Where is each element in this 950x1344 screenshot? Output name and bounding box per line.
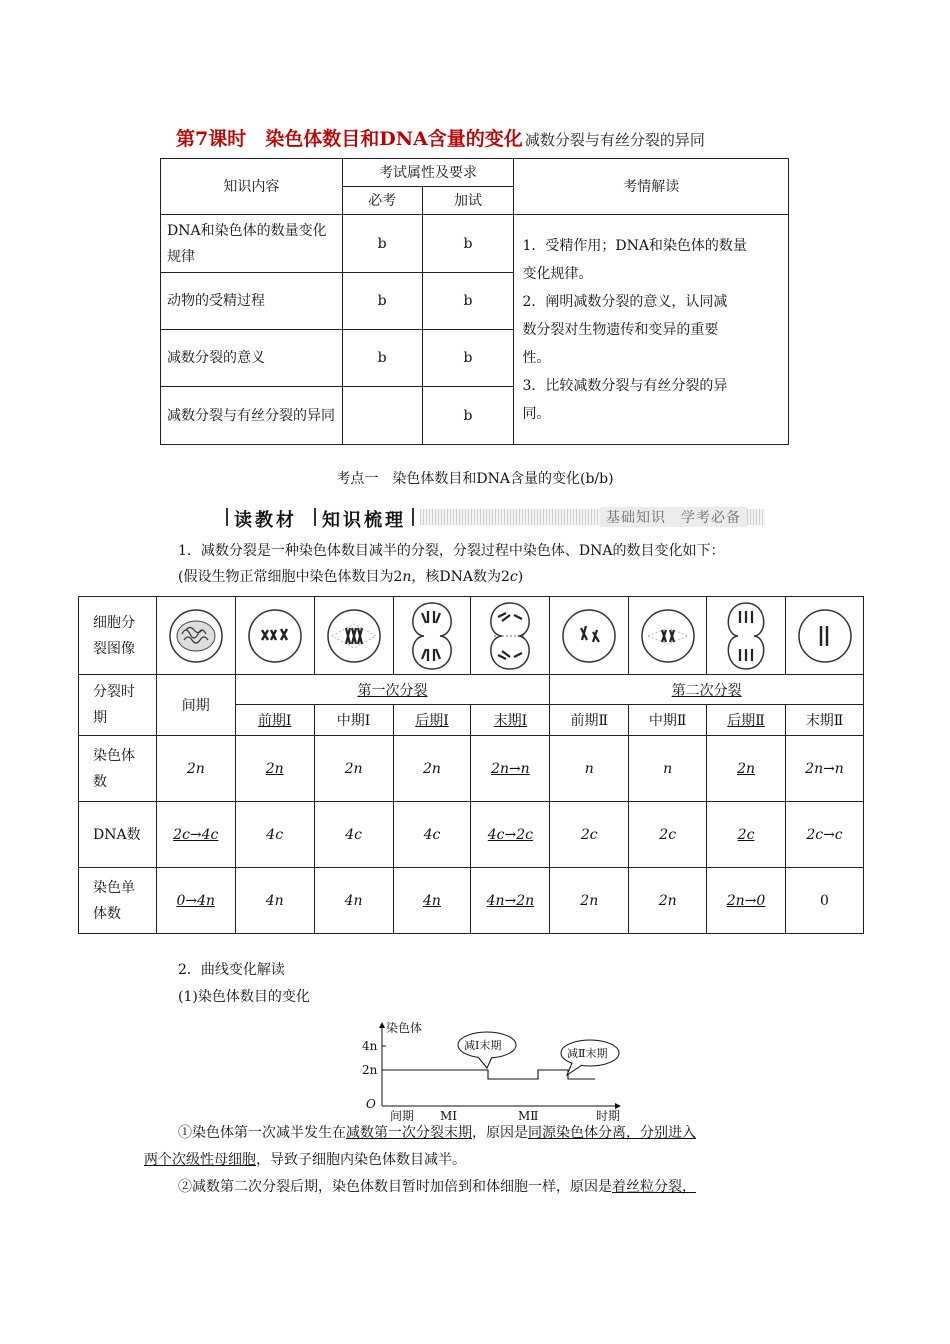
y-axis-arrow-icon [379, 1022, 385, 1028]
chrom-value: 2n→n [786, 736, 864, 802]
title-main: 第7课时 染色体数目和DNA含量的变化 [176, 128, 523, 150]
intro-var-c: c [509, 569, 518, 585]
phase-interphase: 间期 [156, 675, 235, 736]
chromatid-value: 4n [235, 868, 314, 934]
interpret-line: 数分裂对生物遗传和变异的重要 [522, 321, 719, 338]
chrom-value: 2n [156, 736, 235, 802]
chrom-value: 2n→n [471, 736, 550, 802]
interpret-line: 同。 [522, 405, 551, 422]
header-interpret: 考情解读 [514, 159, 789, 215]
chromatid-value: 0→4n [156, 868, 235, 934]
row-content: 减数分裂的意义 [161, 330, 343, 387]
header-jiashi: 加试 [422, 187, 514, 215]
row-bikao: b [342, 330, 422, 387]
graph-x-interphase: 间期 [390, 1109, 415, 1123]
label-line: 裂图像 [93, 640, 135, 657]
phase-second-division: 第二次分裂 [550, 675, 864, 705]
intro-text: ，核DNA数为2 [411, 569, 510, 585]
para-text: ②减数第二次分裂后期，染色体数目暂时加倍到和体细胞一样，原因是 [178, 1179, 612, 1195]
chromosome-curve-graph [360, 1020, 630, 1123]
meiosis-table [78, 596, 864, 934]
dna-value: 2c [707, 802, 786, 868]
intro-line-1: 1．减数分裂是一种染色体数目减半的分裂，分裂过程中染色体、DNA的数目变化如下： [178, 543, 725, 559]
explain-para-1 [178, 1121, 696, 1145]
interpret-line: 1．受精作用；DNA和染色体的数量 [522, 237, 747, 254]
header-attr: 考试属性及要求 [342, 159, 514, 187]
header-bikao: 必考 [342, 187, 422, 215]
dna-value: 4c→2c [471, 802, 550, 868]
intro-var-n: n [402, 569, 412, 585]
bubble-2-label: 减Ⅱ末期 [567, 1047, 608, 1060]
label-dna: DNA数 [79, 802, 157, 868]
cell-image-prophase-2 [550, 597, 629, 675]
row-bikao: b [342, 215, 422, 273]
dna-value: 4c [314, 802, 393, 868]
para-answer: 两个次级性母细胞 [144, 1152, 256, 1168]
bubble-1-label: 减Ⅰ末期 [464, 1039, 502, 1052]
label-line: 期 [93, 710, 107, 726]
graph-y-label: 染色体 [386, 1021, 423, 1035]
phase-name: 前期Ⅰ [235, 705, 314, 736]
phase-name: 末期Ⅱ [786, 705, 864, 736]
interpret-line: 性。 [522, 349, 551, 366]
chromosome-series-line [382, 1070, 595, 1079]
explain-para-1-cont [144, 1148, 466, 1172]
label-line: 数 [93, 773, 107, 790]
row-content: 动物的受精过程 [161, 273, 343, 330]
curve-heading: 2．曲线变化解读 [178, 962, 285, 978]
page-title [176, 124, 705, 151]
banner-divider [314, 508, 316, 526]
bubble-telophase-1 [458, 1032, 516, 1068]
curve-subheading: (1)染色体数目的变化 [178, 989, 310, 1005]
label-image [79, 597, 157, 675]
banner-divider [226, 508, 228, 526]
phase-name: 后期Ⅰ [393, 705, 471, 736]
para-answer: 着丝粒分裂， [612, 1179, 696, 1195]
interpret-line: 2．阐明减数分裂的意义，认同减 [522, 293, 728, 310]
chromatid-value: 4n [393, 868, 471, 934]
label-line: 染色单 [93, 879, 135, 896]
dna-value: 2c [629, 802, 707, 868]
intro-text: (假设生物正常细胞中染色体数目为2 [178, 569, 403, 585]
banner-divider [412, 508, 414, 526]
explain-para-2 [178, 1175, 696, 1199]
banner-right: 知识梳理 [322, 510, 406, 531]
phase-name: 中期Ⅰ [314, 705, 393, 736]
graph-y-4n: 4n [362, 1039, 378, 1053]
phase-first-division: 第一次分裂 [235, 675, 550, 705]
row-bikao [342, 387, 422, 445]
section-banner [220, 506, 765, 531]
chromatid-value: 2n→0 [707, 868, 786, 934]
cell-image-anaphase-1 [393, 597, 471, 675]
row-jiashi: b [422, 215, 514, 273]
graph-x-m2: MⅡ [518, 1109, 539, 1123]
cell-image-telophase-1 [471, 597, 550, 675]
cell-image-interphase [156, 597, 235, 675]
cell-image-anaphase-2 [707, 597, 786, 675]
section-heading: 考点一 染色体数目和DNA含量的变化(b/b) [336, 471, 614, 487]
chrom-value: n [550, 736, 629, 802]
label-line: 体数 [93, 905, 121, 922]
dna-value: 4c [393, 802, 471, 868]
graph-origin: O [366, 1097, 376, 1111]
chrom-value: 2n [393, 736, 471, 802]
cell-image-prophase-1 [235, 597, 314, 675]
label-chrom [79, 736, 157, 802]
row-jiashi: b [422, 273, 514, 330]
para-text: ，导致子细胞内染色体数目减半。 [256, 1152, 466, 1168]
cell-image-telophase-2 [786, 597, 864, 675]
dna-value: 4c [235, 802, 314, 868]
intro-text: ) [517, 569, 524, 585]
chromatid-value: 0 [786, 868, 864, 934]
chrom-value: 2n [314, 736, 393, 802]
chromatid-value: 2n [550, 868, 629, 934]
bubble-telophase-2 [561, 1040, 619, 1075]
chrom-value: 2n [707, 736, 786, 802]
title-sub: 减数分裂与有丝分裂的异同 [524, 131, 705, 149]
row-jiashi: b [422, 387, 514, 445]
phase-name: 中期Ⅱ [629, 705, 707, 736]
interpret-line: 3．比较减数分裂与有丝分裂的异 [522, 377, 728, 394]
dna-value: 2c [550, 802, 629, 868]
intro-line-2 [178, 565, 523, 589]
phase-name: 末期Ⅰ [471, 705, 550, 736]
overview-table [160, 158, 789, 445]
graph-y-2n: 2n [362, 1063, 378, 1077]
chromatid-value: 4n [314, 868, 393, 934]
chromatid-value: 2n [629, 868, 707, 934]
banner-tag: 基础知识 学考必备 [600, 507, 747, 527]
header-knowledge: 知识内容 [161, 159, 343, 215]
row-jiashi: b [422, 330, 514, 387]
label-line: 染色体 [93, 747, 135, 764]
cell-image-metaphase-1 [314, 597, 393, 675]
para-text: ，原因是 [472, 1125, 528, 1141]
label-line: 细胞分 [93, 614, 135, 631]
label-chromatid [79, 868, 157, 934]
label-line: 分裂时 [93, 684, 135, 700]
row-content: DNA和染色体的数量变化规律 [161, 215, 343, 273]
chrom-value: n [629, 736, 707, 802]
banner-left: 读教材 [234, 510, 297, 531]
row-content: 减数分裂与有丝分裂的异同 [161, 387, 343, 445]
para-text: ①染色体第一次减半发生在 [178, 1125, 346, 1141]
chromatid-value: 4n→2n [471, 868, 550, 934]
interpret-line: 变化规律。 [522, 265, 593, 282]
row-bikao: b [342, 273, 422, 330]
interpret-cell [514, 215, 789, 445]
phase-name: 前期Ⅱ [550, 705, 629, 736]
label-phase [79, 675, 157, 736]
dna-value: 2c→c [786, 802, 864, 868]
cell-image-metaphase-2 [629, 597, 707, 675]
phase-name: 后期Ⅱ [707, 705, 786, 736]
graph-x-m1: MⅠ [440, 1109, 458, 1123]
dna-value: 2c→4c [156, 802, 235, 868]
chrom-value: 2n [235, 736, 314, 802]
para-answer: 减数第一次分裂末期 [346, 1125, 472, 1141]
graph-x-time: 时期 [596, 1109, 621, 1123]
para-answer: 同源染色体分离，分别进入 [528, 1125, 696, 1141]
